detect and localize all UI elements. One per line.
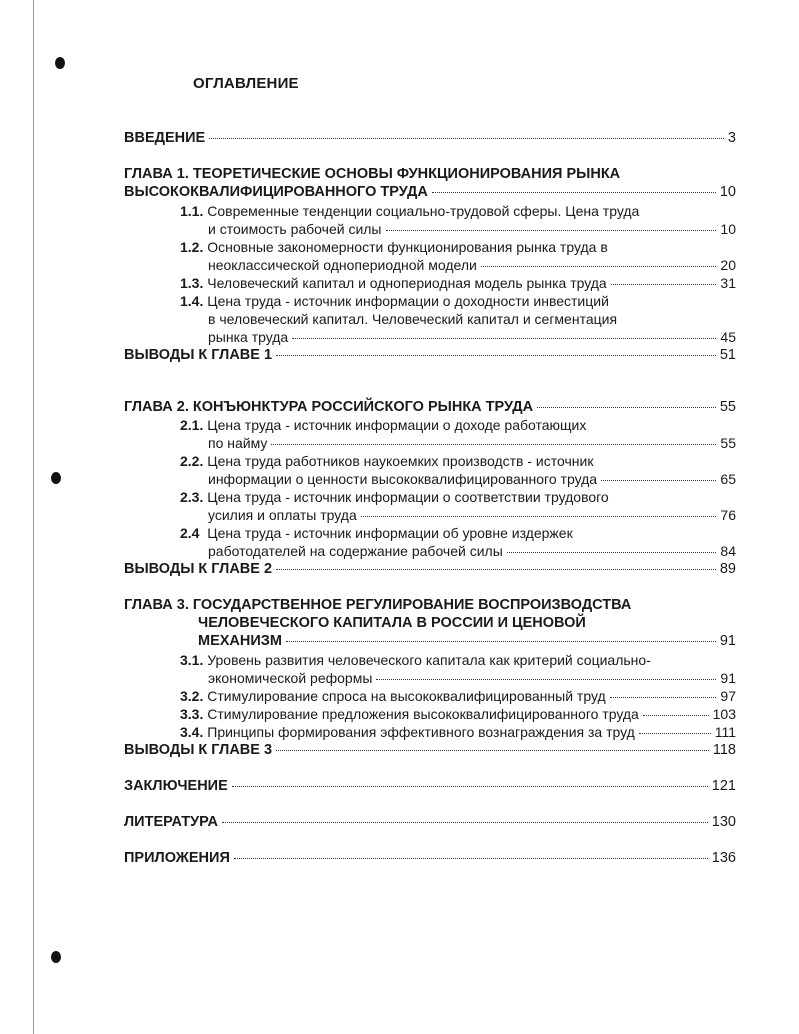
dot-leader (507, 552, 717, 553)
dot-leader (537, 407, 716, 408)
dot-leader (232, 786, 708, 787)
toc-entry-section-2-3[interactable] (208, 506, 736, 524)
toc-page-number: 103 (712, 706, 736, 722)
section-title: Цена труда работников наукоемких производств - источник (207, 453, 594, 469)
dot-leader (601, 480, 716, 481)
section-number: 1.2. (180, 239, 204, 255)
toc-entry-section-3-3[interactable] (180, 705, 736, 723)
toc-entry-label: ВЫВОДЫ К ГЛАВЕ 3 (124, 742, 273, 758)
toc-entry-section-1-4[interactable] (208, 328, 736, 346)
toc-page-number: 31 (720, 275, 736, 291)
section-1-2-line-1 (180, 238, 608, 256)
toc-page-number: 111 (714, 724, 736, 740)
toc-entry-appendices[interactable] (124, 849, 736, 867)
punch-hole-middle (51, 472, 61, 484)
section-1-1-line-1 (180, 202, 639, 220)
toc-entry-chapter-3[interactable] (198, 632, 736, 650)
toc-entry-conclusion[interactable] (124, 777, 736, 795)
toc-entry-section-1-1[interactable] (208, 220, 736, 238)
toc-entry-label: ВЫСОКОКВАЛИФИЦИРОВАННОГО ТРУДА (124, 184, 428, 200)
dot-leader (276, 355, 716, 356)
section-2-1-line-1 (180, 416, 586, 434)
toc-page-number: 3 (727, 130, 736, 146)
section-number: 2.4 (180, 525, 200, 541)
section-number: 2.1. (180, 417, 204, 433)
section-number: 1.3. (180, 275, 204, 291)
toc-entry-label: ВЫВОДЫ К ГЛАВЕ 2 (124, 561, 273, 577)
section-number: 3.1. (180, 652, 204, 668)
toc-page-number: 136 (711, 850, 736, 866)
toc-entry-label: ВЫВОДЫ К ГЛАВЕ 1 (124, 347, 273, 363)
toc-entry-conclusions-3[interactable] (124, 741, 736, 759)
toc-page-number: 91 (719, 633, 736, 649)
section-number: 1.1. (180, 203, 204, 219)
toc-entry-section-2-2[interactable] (208, 470, 736, 488)
section-title: Цена труда - источник информации об уровне издержек (207, 525, 573, 541)
section-title: Основные закономерности функционирования рынка труда в (207, 239, 608, 255)
section-title: Цена труда - источник информации о соответствии трудового (207, 489, 609, 505)
punch-hole-top (55, 57, 65, 69)
toc-page-number: 89 (719, 561, 736, 577)
toc-page-number: 65 (720, 471, 736, 487)
toc-entry-label: ПРИЛОЖЕНИЯ (124, 850, 230, 866)
toc-entry-label: неоклассической однопериодной модели (208, 257, 477, 273)
toc-entry-label: ЛИТЕРАТУРА (124, 814, 219, 830)
section-number: 3.3. (180, 706, 204, 722)
toc-entry-label: усилия и оплаты труда (208, 507, 357, 523)
toc-page-number: 130 (711, 814, 736, 830)
page-title: ОГЛАВЛЕНИЕ (193, 75, 299, 92)
chapter-3-title-line-1: ГЛАВА 3. ГОСУДАРСТВЕННОЕ РЕГУЛИРОВАНИЕ ВОСПРОИЗВОДСТВА (124, 597, 632, 613)
binding-edge-line (33, 0, 34, 1034)
toc-entry-section-3-4[interactable] (180, 723, 736, 741)
section-number: 2.2. (180, 453, 204, 469)
toc-entry-label: рынка труда (208, 329, 289, 345)
section-title: Человеческий капитал и однопериодная модель рынка труда (207, 275, 607, 291)
toc-page-number: 45 (720, 329, 736, 345)
toc-page-number: 91 (720, 670, 736, 686)
dot-leader (209, 138, 724, 139)
toc-page-number: 20 (720, 257, 736, 273)
toc-page-number: 55 (720, 435, 736, 451)
toc-entry-label: ЗАКЛЮЧЕНИЕ (124, 778, 228, 794)
toc-entry-section-2-1[interactable] (208, 434, 736, 452)
chapter-1-title-line-1: ГЛАВА 1. ТЕОРЕТИЧЕСКИЕ ОСНОВЫ ФУНКЦИОНИРОВАНИЯ РЫНКА (124, 166, 621, 182)
toc-entry-label: экономической реформы (208, 670, 373, 686)
dot-leader (376, 679, 716, 680)
toc-entry-chapter-1[interactable] (124, 183, 736, 201)
dot-leader (276, 569, 716, 570)
section-2-2-line-1 (180, 452, 593, 470)
section-2-4-line-1 (180, 524, 573, 542)
dot-leader (610, 697, 717, 698)
section-number: 3.2. (180, 688, 204, 704)
dot-leader (286, 641, 716, 642)
toc-entry-label: ГЛАВА 2. КОНЪЮНКТУРА РОССИЙСКОГО РЫНКА ТРУДА (124, 399, 534, 415)
toc-entry-label: работодателей на содержание рабочей силы (208, 543, 503, 559)
toc-entry-label: и стоимость рабочей силы (208, 221, 382, 237)
section-1-4-line-2: в человеческий капитал. Человеческий капитал и сегментация (208, 311, 618, 327)
section-3-1-line-1 (180, 651, 651, 669)
toc-page-number: 84 (720, 543, 736, 559)
dot-leader (361, 516, 717, 517)
toc-entry-chapter-2[interactable] (124, 398, 736, 416)
toc-page-number: 121 (711, 778, 736, 794)
dot-leader (222, 822, 708, 823)
dot-leader (234, 858, 708, 859)
toc-entry-label: ВВЕДЕНИЕ (124, 130, 206, 146)
section-title: Принципы формирования эффективного вознаграждения за труд (207, 724, 635, 740)
toc-page-number: 118 (712, 742, 736, 758)
dot-leader (271, 444, 716, 445)
dot-leader (643, 715, 709, 716)
toc-entry-label: информации о ценности высококвалифицированного труда (208, 471, 598, 487)
toc-entry-section-3-1[interactable] (208, 669, 736, 687)
punch-hole-bottom (51, 951, 61, 963)
toc-page-number: 55 (719, 399, 736, 415)
section-number: 3.4. (180, 724, 204, 740)
dot-leader (432, 192, 716, 193)
dot-leader (292, 338, 716, 339)
section-1-4-line-1 (180, 292, 609, 310)
section-title: Цена труда - источник информации о доходе работающих (207, 417, 587, 433)
toc-entry-label: по найму (208, 435, 268, 451)
toc-entry-section-1-3[interactable] (180, 274, 736, 292)
dot-leader (611, 284, 717, 285)
section-title: Стимулирование предложения высококвалифицированного труда (207, 706, 639, 722)
toc-entry-conclusions-1[interactable] (124, 346, 736, 364)
section-title: Стимулирование спроса на высококвалифицированный труд (207, 688, 606, 704)
section-title: Современные тенденции социально-трудовой сферы. Цена труда (207, 203, 640, 219)
toc-entry-section-3-2[interactable] (180, 687, 736, 705)
chapter-3-title-line-2: ЧЕЛОВЕЧЕСКОГО КАПИТАЛА В РОССИИ И ЦЕНОВОЙ (198, 615, 586, 631)
toc-page-number: 51 (719, 347, 736, 363)
toc-entry-label: МЕХАНИЗМ (198, 633, 282, 649)
toc-entry-literature[interactable] (124, 813, 736, 831)
dot-leader (386, 230, 717, 231)
toc-page-number: 10 (719, 184, 736, 200)
section-title: Цена труда - источник информации о доходности инвестиций (207, 293, 609, 309)
section-number: 2.3. (180, 489, 204, 505)
dot-leader (276, 750, 709, 751)
dot-leader (481, 266, 717, 267)
toc-entry-conclusions-2[interactable] (124, 560, 736, 578)
dot-leader (639, 733, 711, 734)
toc-entry-section-1-2[interactable] (208, 256, 736, 274)
toc-entry-section-2-4[interactable] (208, 542, 736, 560)
section-number: 1.4. (180, 293, 204, 309)
toc-entry-intro[interactable] (124, 129, 736, 147)
toc-page-number: 76 (720, 507, 736, 523)
section-title: Уровень развития человеческого капитала как критерий социально- (207, 652, 651, 668)
toc-page-number: 10 (720, 221, 736, 237)
section-2-3-line-1 (180, 488, 609, 506)
toc-page-number: 97 (720, 688, 736, 704)
